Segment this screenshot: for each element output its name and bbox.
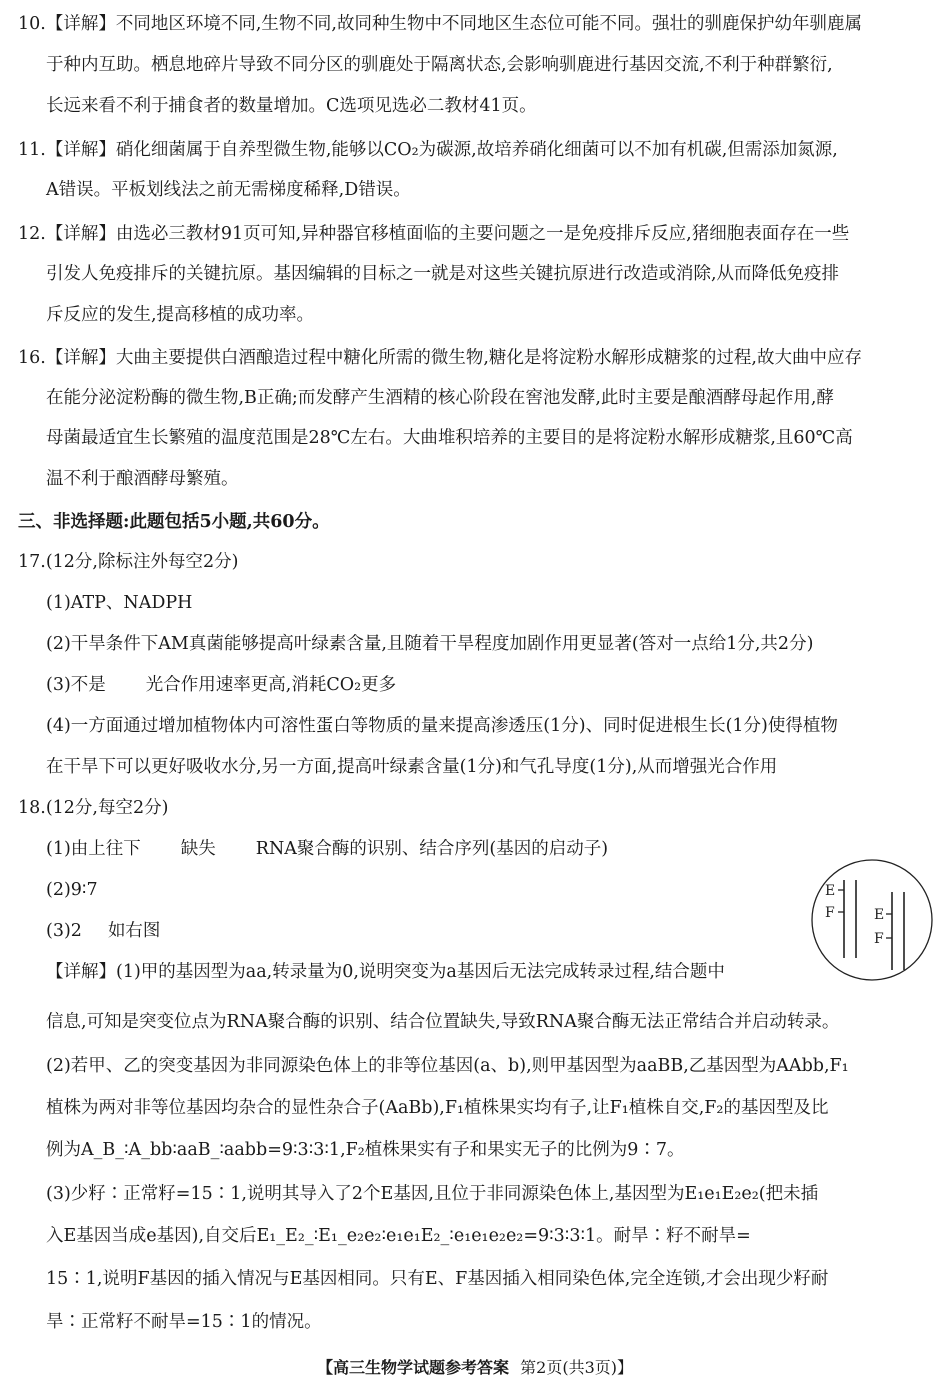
- q17-answer-4-line-2: 在干旱下可以更好吸收水分,另一方面,提高叶绿素含量(1分)和气孔导度(1分),从而增强光合作用: [46, 757, 778, 777]
- q18-answer-3: [46, 919, 160, 943]
- q17-answer-2: (2)干旱条件下AM真菌能够提高叶绿素含量,且随着干旱程度加剧作用更显著(答对一点给1分,共2分): [46, 634, 814, 654]
- q17-answer-4-line-1: (4)一方面通过增加植物体内可溶性蛋白等物质的量来提高渗透压(1分)、同时促进根生长(1分)使得植物: [46, 716, 838, 736]
- q17-answer-3-part-1: (3)不是: [46, 675, 106, 695]
- q18-answer-1-part-3: RNA聚合酶的识别、结合序列(基因的启动子): [255, 839, 609, 859]
- page-footer: [0, 1357, 950, 1379]
- q18-detail-1-line-2: 信息,可知是突变位点为RNA聚合酶的识别、结合位置缺失,导致RNA聚合酶无法正常结合并启动转录。: [46, 1012, 840, 1032]
- q16-line-4: 温不利于酿酒酵母繁殖。: [46, 469, 239, 489]
- q12-line-2: 引发人免疫排斥的关键抗原。基因编辑的目标之一就是对这些关键抗原进行改造或消除,从而降低免疫排: [46, 264, 840, 284]
- q18-detail-2-line-2: 植株为两对非等位基因均杂合的显性杂合子(AaBb),F₁植株果实均有子,让F₁植株自交,F₂的基因型及比: [46, 1098, 829, 1118]
- q11-line-2: A错误。平板划线法之前无需梯度稀释,D错误。: [46, 180, 411, 200]
- footer-page-number: 第2页(共3页)】: [520, 1358, 633, 1377]
- q17-answer-3-part-2: 光合作用速率更高,消耗CO₂更多: [145, 675, 397, 695]
- section-3-title: 三、非选择题:此题包括5小题,共60分。: [18, 512, 330, 532]
- footer-title: 【高三生物学试题参考答案: [316, 1358, 509, 1377]
- q18-answer-1-part-2: 缺失: [180, 839, 216, 859]
- right-e-label: E: [874, 907, 885, 923]
- q10-line-1: 10.【详解】不同地区环境不同,生物不同,故同种生物中不同地区生态位可能不同。强壮的驯鹿保护幼年驯鹿属: [18, 14, 862, 34]
- q18-detail-3-line-1: (3)少籽∶正常籽=15∶1,说明其导入了2个E基因,且位于非同源染色体上,基因型为E₁e₁E₂e₂(把未插: [46, 1184, 819, 1204]
- q18-detail-3-line-3: 15∶1,说明F基因的插入情况与E基因相同。只有E、F基因插入相同染色体,完全连锁,才会出现少籽耐: [46, 1269, 829, 1289]
- q18-answer-1-part-1: (1)由上往下: [46, 839, 141, 859]
- q11-line-1: 11.【详解】硝化细菌属于自养型微生物,能够以CO₂为碳源,故培养硝化细菌可以不加有机碳,但需添加氮源,: [18, 140, 838, 160]
- q18-header: 18.(12分,每空2分): [18, 798, 169, 818]
- q18-answer-2: (2)9∶7: [46, 880, 98, 900]
- chromosome-diagram: [810, 858, 934, 982]
- q17-answer-3: [46, 673, 396, 697]
- q18-detail-3-line-2: 入E基因当成e基因),自交后E₁_E₂_∶E₁_e₂e₂∶e₁e₁E₂_∶e₁e₁e₂e₂=9∶3∶3∶1。耐旱∶籽不耐旱=: [46, 1226, 751, 1246]
- q17-answer-1: (1)ATP、NADPH: [46, 593, 193, 613]
- q16-line-3: 母菌最适宜生长繁殖的温度范围是28℃左右。大曲堆积培养的主要目的是将淀粉水解形成糖浆,且60℃高: [46, 428, 853, 448]
- q18-detail-2-line-1: (2)若甲、乙的突变基因为非同源染色体上的非等位基因(a、b),则甲基因型为aaBB,乙基因型为AAbb,F₁: [46, 1056, 849, 1076]
- q16-line-1: 16.【详解】大曲主要提供白酒酿造过程中糖化所需的微生物,糖化是将淀粉水解形成糖浆的过程,故大曲中应存: [18, 348, 862, 368]
- left-f-label: F: [825, 905, 835, 921]
- q18-detail-3-line-4: 旱∶正常籽不耐旱=15∶1的情况。: [46, 1312, 322, 1332]
- q18-answer-3-part-2: 如右图: [107, 921, 161, 941]
- q12-line-1: 12.【详解】由选必三教材91页可知,异种器官移植面临的主要问题之一是免疫排斥反应,猪细胞表面存在一些: [18, 224, 850, 244]
- q17-header: 17.(12分,除标注外每空2分): [18, 552, 239, 572]
- q18-answer-3-part-1: (3)2: [46, 921, 82, 941]
- q18-detail-1-line-1: 【详解】(1)甲的基因型为aa,转录量为0,说明突变为a基因后无法完成转录过程,结合题中: [46, 962, 725, 982]
- q18-answer-1: [46, 837, 608, 861]
- left-e-label: E: [825, 883, 836, 899]
- q10-line-3: 长远来看不利于捕食者的数量增加。C选项见选必二教材41页。: [46, 96, 537, 116]
- q10-line-2: 于种内互助。栖息地碎片导致不同分区的驯鹿处于隔离状态,会影响驯鹿进行基因交流,不利于种群繁衍,: [46, 55, 833, 75]
- q12-line-3: 斥反应的发生,提高移植的成功率。: [46, 305, 315, 325]
- q18-detail-2-line-3: 例为A_B_∶A_bb∶aaB_∶aabb=9∶3∶3∶1,F₂植株果实有子和果实无子的比例为9∶7。: [46, 1140, 685, 1160]
- right-f-label: F: [874, 931, 884, 947]
- q16-line-2: 在能分泌淀粉酶的微生物,B正确;而发酵产生酒精的核心阶段在窖池发酵,此时主要是酿酒酵母起作用,酵: [46, 388, 834, 408]
